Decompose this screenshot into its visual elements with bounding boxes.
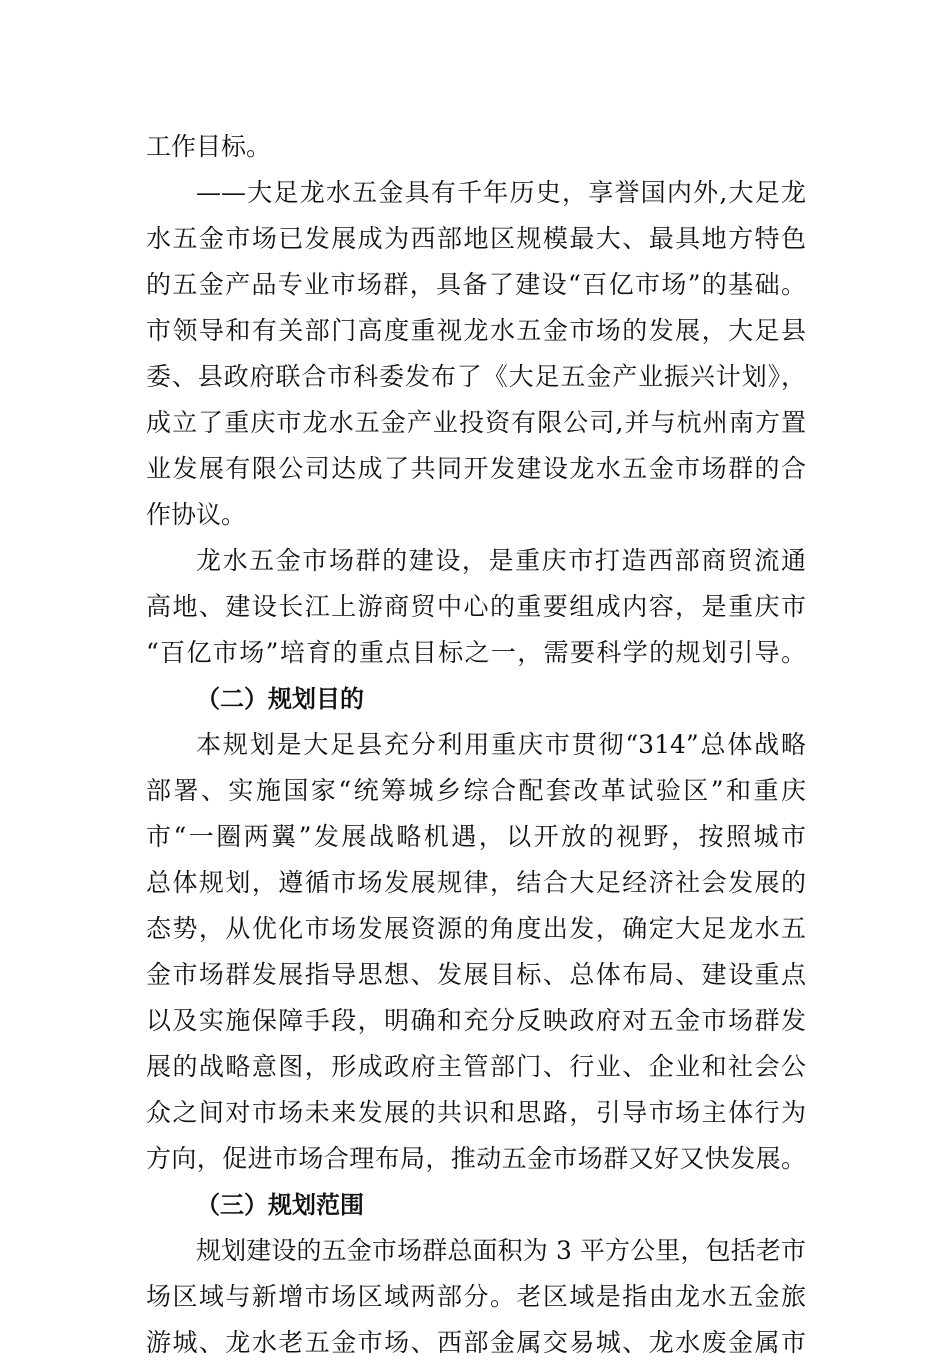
paragraph-line: 龙水五金市场群的建设，是重庆市打造西部商贸流通: [196, 546, 806, 575]
paragraph-line: 作协议。: [146, 500, 247, 529]
paragraph-line: 市领导和有关部门高度重视龙水五金市场的发展，大足县: [146, 316, 806, 345]
paragraph-line: 规划建设的五金市场群总面积为 3 平方公里，包括老市: [196, 1236, 806, 1265]
document-body: [146, 124, 806, 1366]
paragraph-line: 方向，促进市场合理布局，推动五金市场群又好又快发展。: [146, 1144, 806, 1173]
paragraph-line: 以及实施保障手段，明确和充分反映政府对五金市场群发: [146, 1006, 806, 1035]
paragraph-line: 展的战略意图，形成政府主管部门、行业、企业和社会公: [146, 1052, 806, 1081]
paragraph-line: 场区域与新增市场区域两部分。老区域是指由龙水五金旅: [146, 1282, 806, 1311]
paragraph-line: 游城、龙水老五金市场、西部金属交易城、龙水废金属市: [146, 1328, 806, 1357]
paragraph-line: 成立了重庆市龙水五金产业投资有限公司,并与杭州南方置: [146, 408, 806, 437]
paragraph-line: 业发展有限公司达成了共同开发建设龙水五金市场群的合: [146, 454, 806, 483]
paragraph-line: 委、县政府联合市科委发布了《大足五金产业振兴计划》，: [146, 362, 806, 391]
paragraph-line: 金市场群发展指导思想、发展目标、总体布局、建设重点: [146, 960, 806, 989]
paragraph-line: “百亿市场”培育的重点目标之一，需要科学的规划引导。: [146, 638, 806, 667]
paragraph-line: 高地、建设长江上游商贸中心的重要组成内容，是重庆市: [146, 592, 806, 621]
paragraph-line: 的五金产品专业市场群，具备了建设“百亿市场”的基础。: [146, 270, 806, 299]
paragraph-line: 本规划是大足县充分利用重庆市贯彻“314”总体战略: [196, 730, 806, 759]
paragraph-line: 水五金市场已发展成为西部地区规模最大、最具地方特色: [146, 224, 806, 253]
paragraph-line: 工作目标。: [146, 132, 272, 161]
section-heading: （二）规划目的: [196, 685, 364, 713]
paragraph-line: ——大足龙水五金具有千年历史，享誉国内外,大足龙: [196, 178, 806, 207]
paragraph-line: 总体规划，遵循市场发展规律，结合大足经济社会发展的: [146, 868, 806, 897]
paragraph-line: 态势，从优化市场发展资源的角度出发，确定大足龙水五: [146, 914, 806, 943]
paragraph-line: 市“一圈两翼”发展战略机遇，以开放的视野，按照城市: [146, 822, 806, 851]
paragraph-line: 众之间对市场未来发展的共识和思路，引导市场主体行为: [146, 1098, 806, 1127]
paragraph-line: 部署、实施国家“统筹城乡综合配套改革试验区”和重庆: [146, 776, 806, 805]
section-heading: （三）规划范围: [196, 1191, 364, 1219]
